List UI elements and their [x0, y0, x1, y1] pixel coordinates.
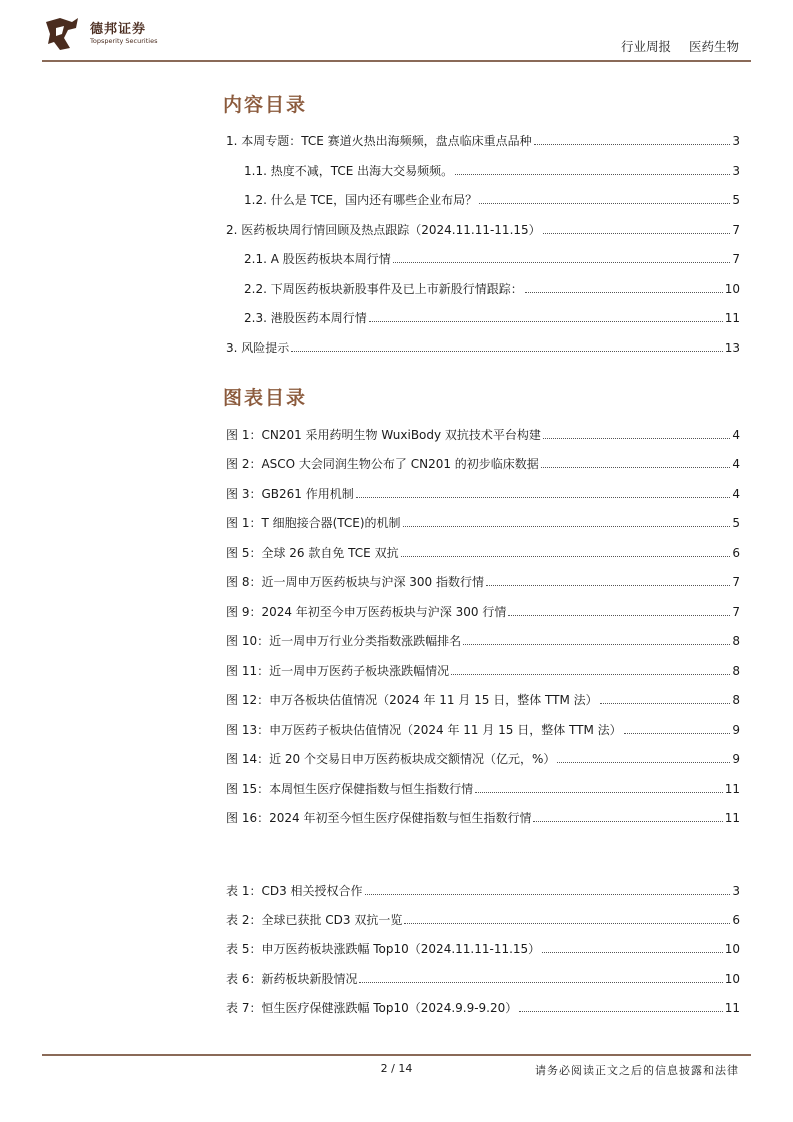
- figure-entry[interactable]: 图 13：申万医药子板块估值情况（2024 年 11 月 15 日，整体 TTM 法） 9: [226, 723, 740, 737]
- toc-entry[interactable]: 2.3. 港股医药本周行情 11: [244, 311, 740, 325]
- figure-entry[interactable]: 图 14：近 20 个交易日申万医药板块成交额情况（亿元，%） 9: [226, 752, 740, 766]
- table-entry[interactable]: 表 6：新药板块新股情况 10: [226, 972, 740, 986]
- toc-entry[interactable]: 1.2. 什么是 TCE，国内还有哪些企业布局？ 5: [244, 193, 740, 207]
- figure-entry[interactable]: 图 16：2024 年初至今恒生医疗保健指数与恒生指数行情 11: [226, 811, 740, 825]
- figure-entry[interactable]: 图 11：近一周申万医药子板块涨跌幅情况 8: [226, 664, 740, 678]
- toc-entry[interactable]: 2.1. A 股医药板块本周行情 7: [244, 252, 740, 266]
- logo-chinese-name: 德邦证券: [90, 22, 147, 37]
- figure-entry[interactable]: 图 3：GB261 作用机制 4: [226, 487, 740, 501]
- industry-name: 医药生物: [688, 39, 739, 54]
- figure-entry[interactable]: 图 9：2024 年初至今申万医药板块与沪深 300 行情 7: [226, 605, 740, 619]
- toc-entry[interactable]: 2. 医药板块周行情回顾及热点跟踪（2024.11.11-11.15） 7: [226, 223, 740, 237]
- report-type: 行业周报: [620, 39, 671, 54]
- figure-entry[interactable]: 图 12：申万各板块估值情况（2024 年 11 月 15 日，整体 TTM 法） 8: [226, 693, 740, 707]
- company-logo: [42, 14, 192, 54]
- header-tags: [607, 37, 739, 55]
- toc-entry[interactable]: 2.2. 下周医药板块新股事件及已上市新股行情跟踪： 10: [244, 282, 740, 296]
- footer-disclaimer: 请务必阅读正文之后的信息披露和法律: [535, 1064, 739, 1077]
- figures-title: 图表目录: [223, 387, 308, 409]
- logo-english-name: Topsperity Securities: [90, 37, 158, 45]
- toc-entry[interactable]: 1.1. 热度不减，TCE 出海大交易频频。 3: [244, 164, 740, 178]
- figure-entry[interactable]: 图 1：T 细胞接合器(TCE)的机制 5: [226, 516, 740, 530]
- figure-entry[interactable]: 图 8：近一周申万医药板块与沪深 300 指数行情 7: [226, 575, 740, 589]
- table-entry[interactable]: 表 1：CD3 相关授权合作 3: [226, 884, 740, 898]
- figure-entry[interactable]: 图 10：近一周申万行业分类指数涨跌幅排名 8: [226, 634, 740, 648]
- toc-entry[interactable]: 1. 本周专题：TCE 赛道火热出海频频，盘点临床重点品种 3: [226, 134, 740, 148]
- figure-entry[interactable]: 图 2：ASCO 大会同润生物公布了 CN201 的初步临床数据 4: [226, 457, 740, 471]
- figure-entry[interactable]: 图 5：全球 26 款自免 TCE 双抗 6: [226, 546, 740, 560]
- logo-emblem-icon: [42, 14, 82, 54]
- contents-title: 内容目录: [223, 94, 308, 116]
- table-entry[interactable]: 表 2：全球已获批 CD3 双抗一览 6: [226, 913, 740, 927]
- table-entry[interactable]: 表 7：恒生医疗保健涨跌幅 Top10（2024.9.9-9.20） 11: [226, 1001, 740, 1015]
- page-number: 2 / 14: [380, 1062, 413, 1075]
- toc-entry[interactable]: 3. 风险提示 13: [226, 341, 740, 355]
- header-divider: [42, 60, 751, 62]
- table-entry[interactable]: 表 5：申万医药板块涨跌幅 Top10（2024.11.11-11.15） 10: [226, 942, 740, 956]
- figure-entry[interactable]: 图 1：CN201 采用药明生物 WuxiBody 双抗技术平台构建 4: [226, 428, 740, 442]
- footer-divider: [42, 1054, 751, 1056]
- figure-entry[interactable]: 图 15：本周恒生医疗保健指数与恒生指数行情 11: [226, 782, 740, 796]
